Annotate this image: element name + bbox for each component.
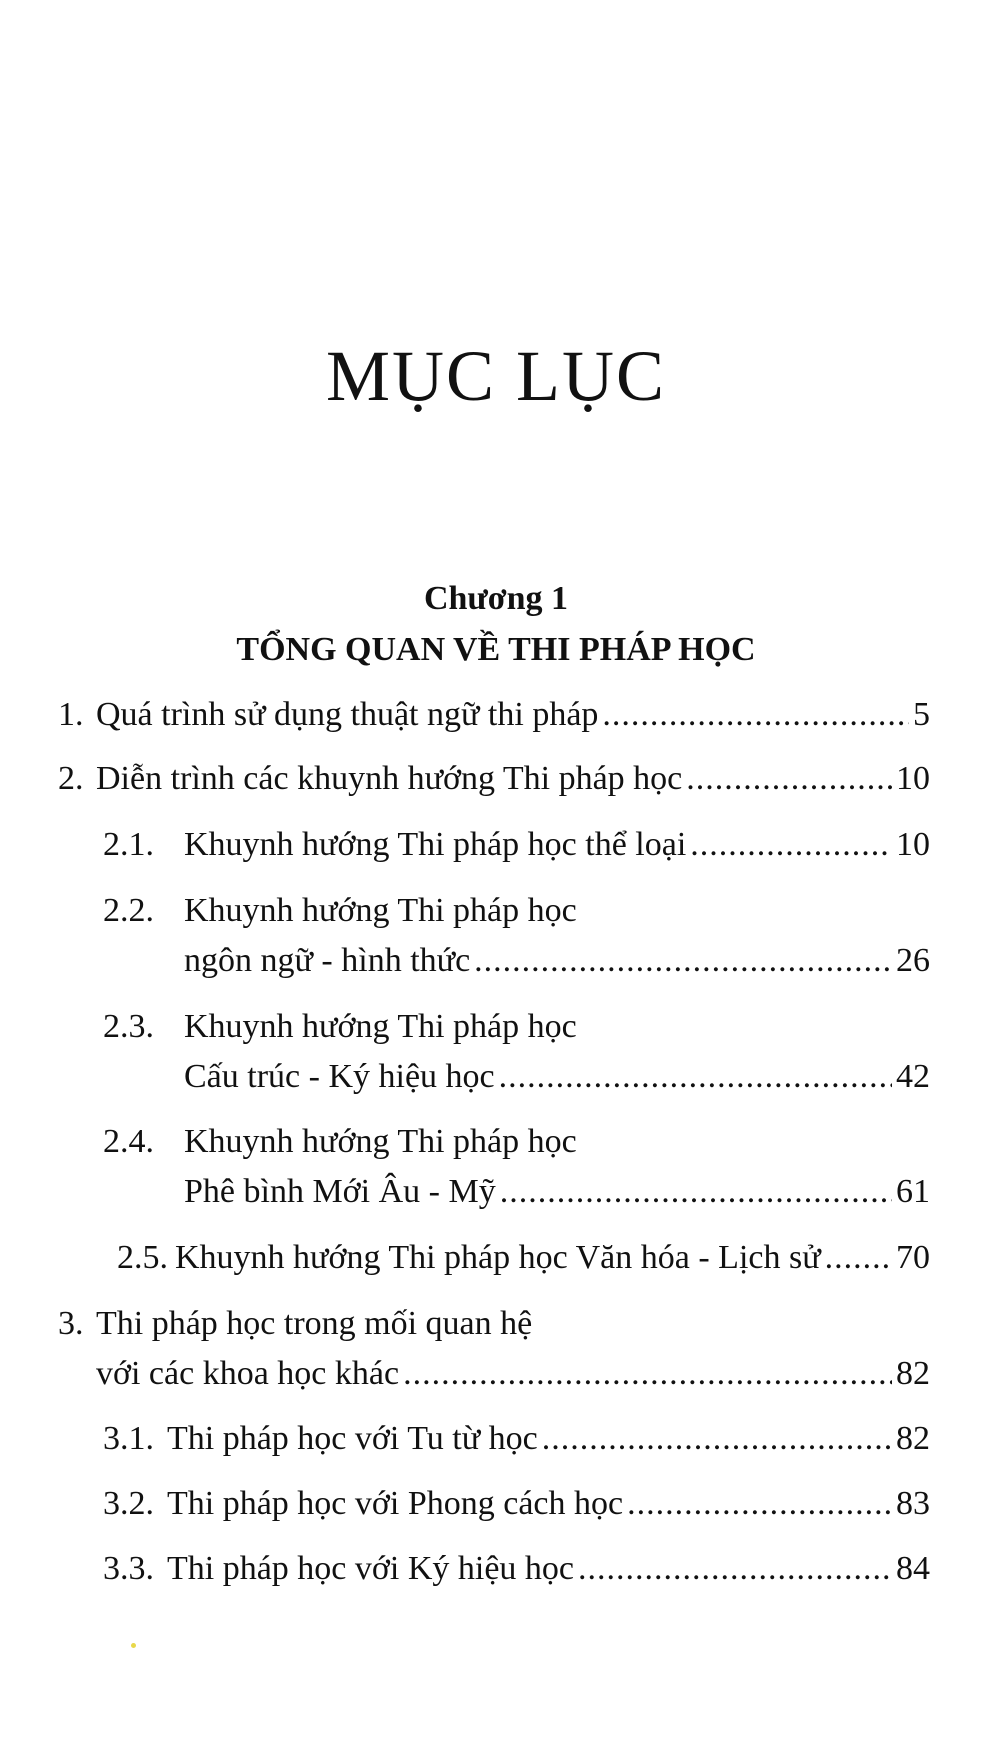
- toc-entry-title: Thi pháp học trong mối quan hệ: [96, 1305, 533, 1342]
- dot-leader: [690, 816, 892, 874]
- toc-entry-number: 2.1.: [103, 826, 154, 863]
- toc-entry[interactable]: [103, 816, 930, 874]
- toc-entry[interactable]: [103, 882, 930, 990]
- toc-entry[interactable]: [58, 1295, 930, 1403]
- toc-entry-title-continued: ngôn ngữ - hình thức: [184, 942, 471, 979]
- toc-entry[interactable]: [117, 1229, 930, 1287]
- dot-leader: [686, 750, 892, 808]
- toc-entry-number: 2.4.: [103, 1123, 154, 1160]
- toc-entry-number: 1.: [58, 696, 84, 733]
- toc-entry[interactable]: [58, 750, 930, 808]
- toc-entry-page: 82: [896, 1355, 930, 1392]
- toc-entry-page: 83: [896, 1485, 930, 1522]
- toc-entry-page: 10: [896, 826, 930, 863]
- toc-entry-title: Khuynh hướng Thi pháp học: [184, 1008, 577, 1045]
- toc-entry-title: Thi pháp học với Tu từ học: [167, 1420, 538, 1457]
- toc-entry[interactable]: [58, 686, 930, 744]
- toc-entry-title-continued: Phê bình Mới Âu - Mỹ: [184, 1173, 496, 1210]
- toc-entry-page: 61: [896, 1173, 930, 1210]
- toc-entry-title: Khuynh hướng Thi pháp học thể loại: [184, 826, 687, 863]
- toc-entry-title: Thi pháp học với Ký hiệu học: [167, 1550, 575, 1587]
- toc-entry-page: 5: [913, 696, 930, 733]
- toc-entry-title: Khuynh hướng Thi pháp học: [184, 892, 577, 929]
- dot-leader: [578, 1540, 892, 1598]
- toc-entry-title: Thi pháp học với Phong cách học: [167, 1485, 624, 1522]
- toc-entry[interactable]: [103, 1113, 930, 1221]
- toc-entry-title-continued: với các khoa học khác: [96, 1355, 400, 1392]
- dot-leader: [403, 1345, 892, 1403]
- toc-entry-title: Khuynh hướng Thi pháp học Văn hóa - Lịch sử: [175, 1239, 821, 1276]
- toc-entry-number: 3.: [58, 1305, 84, 1342]
- dot-leader: [825, 1229, 892, 1287]
- dot-leader: [542, 1410, 892, 1468]
- toc-entry-page: 10: [896, 760, 930, 797]
- toc-entry-number: 3.3.: [103, 1550, 154, 1587]
- ink-speck: [131, 1643, 136, 1648]
- toc-entry-number: 3.2.: [103, 1485, 154, 1522]
- page-title: MỤC LỤC: [325, 336, 667, 416]
- toc-entry-number: 2.3.: [103, 1008, 154, 1045]
- toc-entry[interactable]: [103, 1410, 930, 1468]
- toc-entry-page: 70: [896, 1239, 930, 1276]
- toc-entry-number: 2.: [58, 760, 84, 797]
- toc-entry[interactable]: [103, 1475, 930, 1533]
- toc-entry-title-continued: Cấu trúc - Ký hiệu học: [184, 1058, 495, 1095]
- dot-leader: [499, 1048, 892, 1106]
- toc-entry[interactable]: [103, 998, 930, 1106]
- toc-entry-page: 82: [896, 1420, 930, 1457]
- toc-entry-number: 2.5.: [117, 1239, 168, 1276]
- toc-entry-title: Quá trình sử dụng thuật ngữ thi pháp: [96, 696, 599, 733]
- toc-entry-title: Khuynh hướng Thi pháp học: [184, 1123, 577, 1160]
- toc-entry-page: 26: [896, 942, 930, 979]
- dot-leader: [500, 1163, 892, 1221]
- toc-entry[interactable]: [103, 1540, 930, 1598]
- toc-entry-page: 42: [896, 1058, 930, 1095]
- dot-leader: [474, 932, 892, 990]
- chapter-title: TỔNG QUAN VỀ THI PHÁP HỌC: [236, 631, 756, 668]
- toc-entry-title: Diễn trình các khuynh hướng Thi pháp học: [96, 760, 683, 797]
- toc-entry-number: 3.1.: [103, 1420, 154, 1457]
- toc-entry-page: 84: [896, 1550, 930, 1587]
- toc-entry-number: 2.2.: [103, 892, 154, 929]
- chapter-label: Chương 1: [423, 580, 569, 617]
- dot-leader: [602, 686, 909, 744]
- dot-leader: [627, 1475, 892, 1533]
